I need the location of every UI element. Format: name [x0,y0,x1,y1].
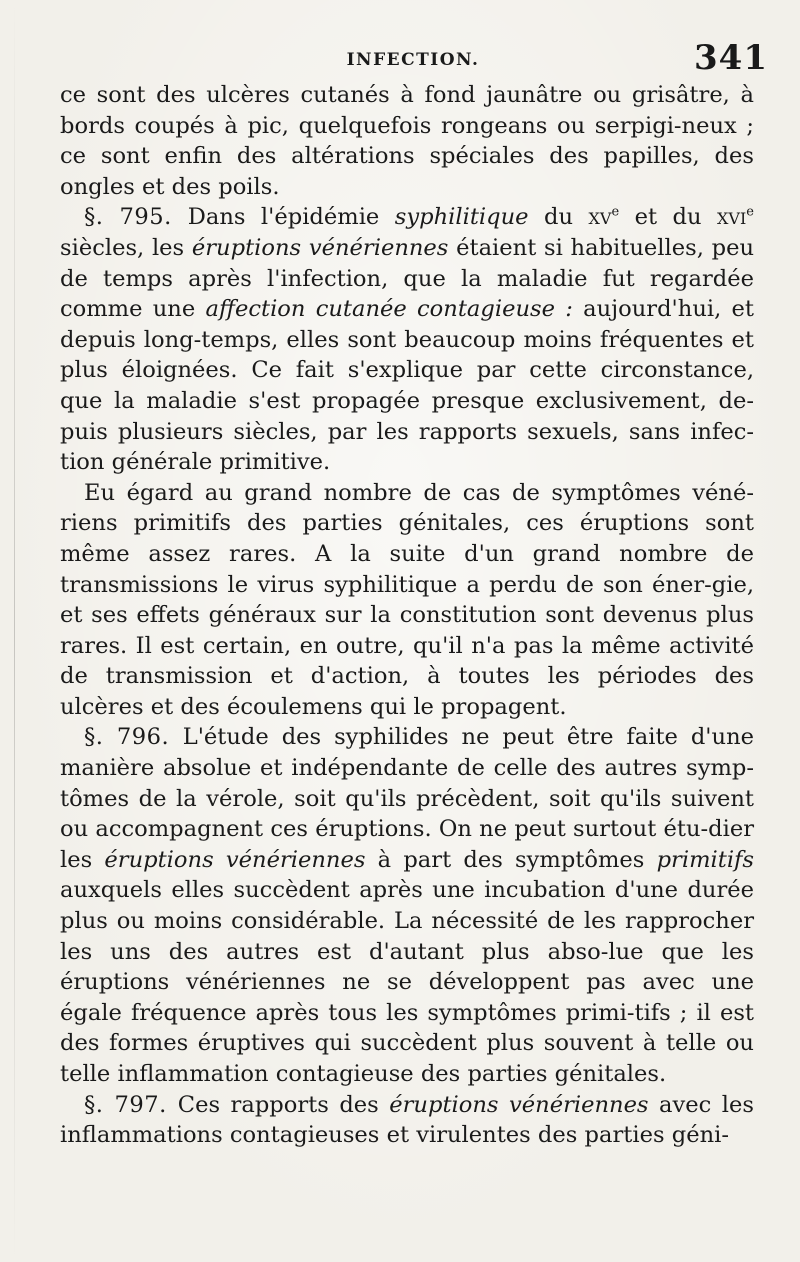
italic-text: primitifs [656,846,754,873]
italic-text: éruptions vénériennes [104,846,366,873]
section-number: §. 796. [84,724,183,751]
italic-text: éruptions vénériennes [389,1091,649,1118]
running-head: INFECTION. [346,50,480,70]
section-number: §. 795. [84,204,188,231]
paragraph-p795b [60,478,754,723]
text-run: Eu égard au grand nombre de cas de symptômes véné-riens primitifs des parties génitales, ces éruptions sont même assez rares. A la suite d'un grand nombre de transmissions le virus syphilitique a perdu de son éner-gie, et ses effets généraux sur la constitution sont devenus plus rares. Il est certain, en outre, qu'il n'a pas la même activité de transmission et d'action, à toutes les périodes des ulcères et des écoulemens qui le propagent. [60,479,754,720]
paragraph-p796 [60,722,754,1089]
text-run: Dans l'épidémie [187,204,395,231]
text-run: siècles, les [60,234,192,261]
text-run: à part des symptômes [365,846,657,873]
page-header [60,38,766,78]
text-run: aujourd'hui, et depuis long-temps, elles sont beaucoup moins fréquentes et plus éloignées. Ce fait s'explique par cette circonstance, que la maladie s'est propagée presque exclusivement, de-puis plusieurs siècles, par les rapports sexuels, sans infec-tion générale primitive. [60,296,754,476]
text-run: xv [588,204,612,231]
page-number: 341 [694,38,768,78]
italic-text: affection cutanée contagieuse : [205,296,573,323]
page-edge-shadow [14,0,15,1262]
superscript: e [611,204,620,220]
superscript: e [746,204,754,220]
italic-text: syphilitique [394,204,529,231]
paragraph-p0 [60,80,754,202]
text-run: avec les inflammations contagieuses et virulentes des parties géni- [60,1091,754,1149]
text-run: étaient si habituelles, peu de temps après l'infection, que la maladie fut regardée comme une [60,234,754,323]
section-number: §. 797. [84,1091,178,1118]
italic-text: éruptions vénériennes [191,234,449,261]
paragraph-p797 [60,1090,754,1151]
text-run: xvi [717,204,747,231]
text-run: L'étude des syphilides ne peut être faite d'une manière absolue et indépendante de celle des autres symp-tômes de la vérole, soit qu'ils précèdent, soit qu'ils suivent ou accompagnent ces éruptions. On ne peut surtout étu-dier les [60,724,754,873]
text-run: et du [619,204,718,231]
paragraph-p795 [60,202,754,477]
text-run: auxquels elles succèdent après une incubation d'une durée plus ou moins considérable. La nécessité de les rapprocher les uns des autres est d'autant plus abso-lue que les éruptions vénériennes ne se développent pas avec une égale fréquence après tous les symptômes primi-tifs ; il est des formes éruptives qui succèdent plus souvent à telle ou telle inflammation contagieuse des parties génitales. [60,877,754,1087]
text-run: ce sont des ulcères cutanés à fond jaunâtre ou grisâtre, à bords coupés à pic, quelquefois rongeans ou serpigi-neux ; ce sont enfin des altérations spéciales des papilles, des ongles et des poils. [60,82,754,200]
text-run: du [528,204,589,231]
text-run: Ces rapports des [177,1091,390,1118]
body-text [60,80,754,1151]
